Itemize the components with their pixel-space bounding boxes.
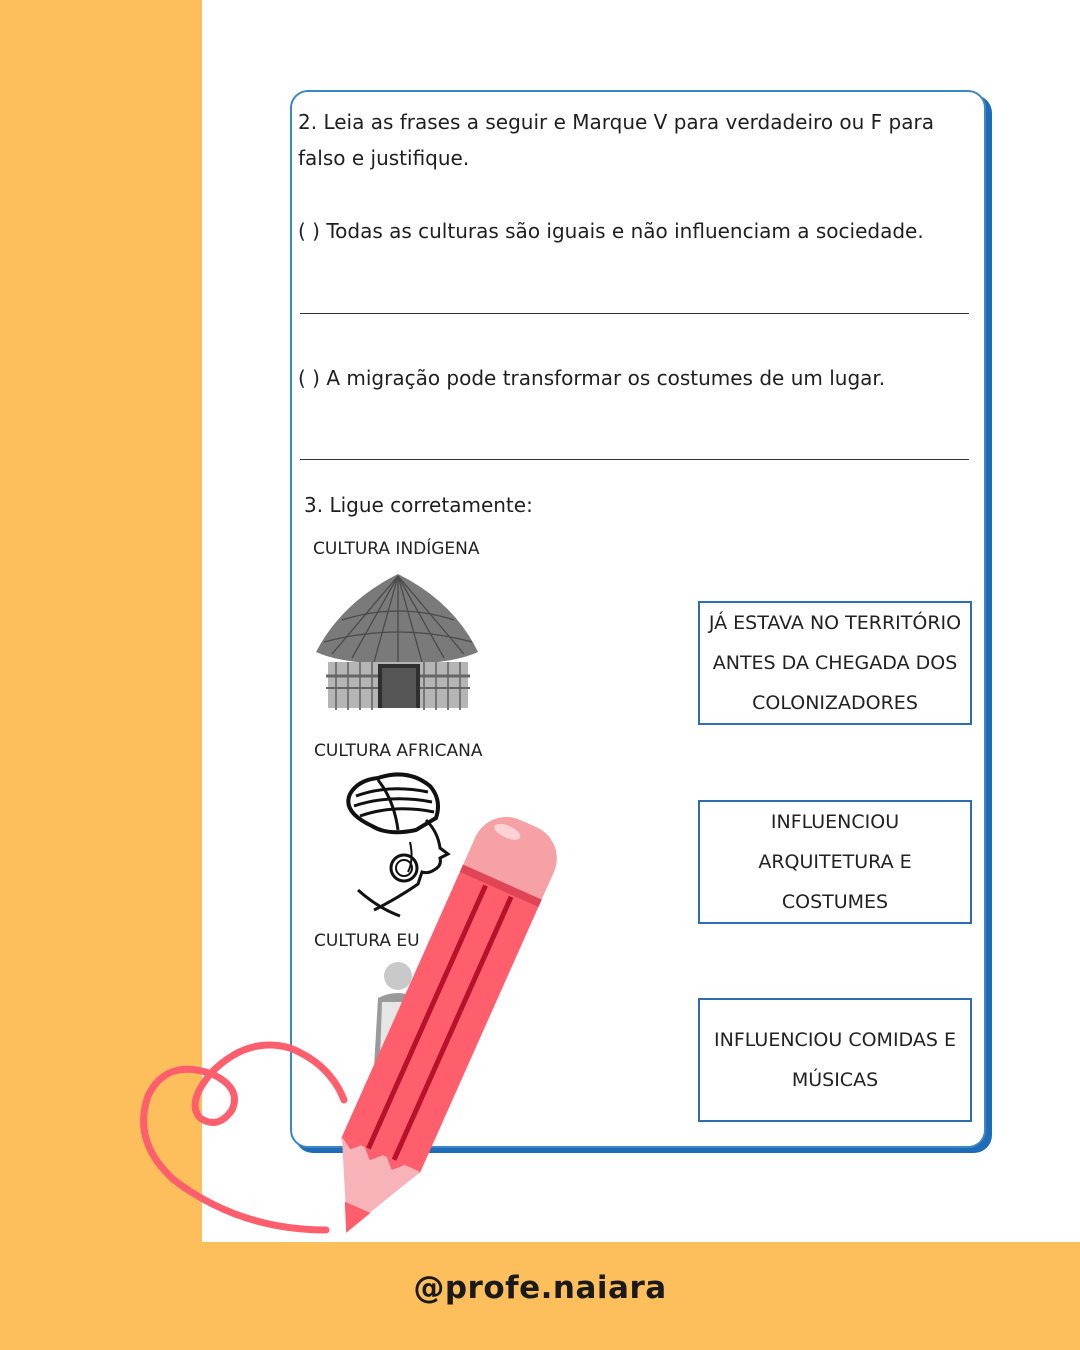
question-3-prompt: 3. Ligue corretamente: — [304, 493, 533, 517]
culture-label-african: CULTURA AFRICANA — [314, 741, 483, 761]
culture-label-european: CULTURA EU — [314, 931, 420, 951]
match-box-1: JÁ ESTAVA NO TERRITÓRIO ANTES DA CHEGADA DOS COLONIZADORES — [698, 601, 972, 725]
hut-icon — [312, 572, 482, 714]
question-2-prompt: 2. Leia as frases a seguir e Marque V para verdadeiro ou F para falso e justifique. — [298, 110, 934, 170]
pencil-icon — [300, 795, 560, 1255]
author-handle: @profe.naiara — [413, 1270, 667, 1306]
statement-2: ( ) A migração pode transformar os costumes de um lugar. — [298, 366, 886, 390]
culture-label-indigenous: CULTURA INDÍGENA — [313, 539, 480, 559]
match-box-2: INFLUENCIOU ARQUITETURA E COSTUMES — [698, 800, 972, 924]
statement-1: ( ) Todas as culturas são iguais e não influenciam a sociedade. — [298, 219, 924, 243]
answer-line-1 — [300, 313, 969, 314]
match-box-3: INFLUENCIOU COMIDAS E MÚSICAS — [698, 998, 972, 1122]
answer-line-2 — [300, 459, 969, 460]
